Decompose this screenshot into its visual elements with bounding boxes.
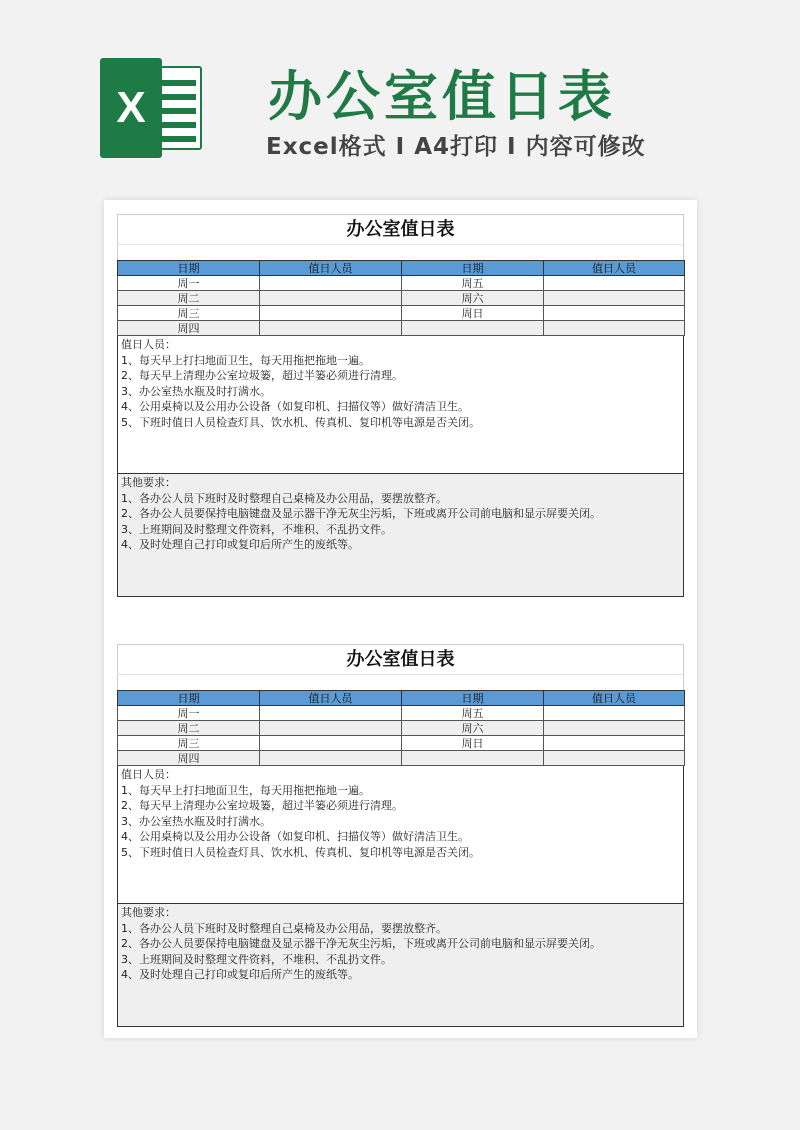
day-cell[interactable] <box>402 321 544 336</box>
note-item: 5、下班时值日人员检查灯具、饮水机、传真机、复印机等电源是否关闭。 <box>121 845 480 859</box>
header-date: 日期 <box>402 261 544 276</box>
note-item: 2、各办公人员要保持电脑键盘及显示器干净无灰尘污垢，下班或离开公司前电脑和显示屏要关闭。 <box>121 937 601 950</box>
other-requirements[interactable] <box>117 904 684 1027</box>
note-item: 1、每天早上打扫地面卫生，每天用拖把拖地一遍。 <box>121 353 370 367</box>
day-cell[interactable]: 周一 <box>118 276 260 291</box>
staff-cell[interactable] <box>544 291 685 306</box>
table-header-row <box>118 691 685 706</box>
other-requirements[interactable] <box>117 474 684 597</box>
note-item: 1、各办公人员下班时及时整理自己桌椅及办公用品，要摆放整齐。 <box>121 491 447 505</box>
staff-cell[interactable] <box>260 751 402 766</box>
table-row <box>118 291 685 306</box>
table-row <box>118 706 685 721</box>
staff-cell[interactable] <box>544 306 685 321</box>
note-item: 4、公用桌椅以及公用办公设备（如复印机、扫描仪等）做好清洁卫生。 <box>121 400 469 413</box>
table-row <box>118 321 685 336</box>
banner <box>0 0 800 190</box>
banner-subtitle: Excel格式 I A4打印 I 内容可修改 <box>266 134 646 160</box>
table-row <box>118 306 685 321</box>
table-row <box>118 276 685 291</box>
table-header-row <box>118 261 685 276</box>
staff-cell[interactable] <box>544 736 685 751</box>
note-item: 3、上班期间及时整理文件资料，不堆积、不乱扔文件。 <box>121 952 392 966</box>
day-cell[interactable]: 周一 <box>118 706 260 721</box>
staff-cell[interactable] <box>260 721 402 736</box>
excel-badge: X <box>100 58 162 158</box>
day-cell[interactable] <box>402 751 544 766</box>
note-item: 2、每天早上清理办公室垃圾篓，超过半篓必须进行清理。 <box>121 369 403 382</box>
header-staff: 值日人员 <box>544 691 685 706</box>
banner-title: 办公室值日表 <box>268 65 616 128</box>
duty-sheet-2 <box>117 644 684 1027</box>
staff-cell[interactable] <box>544 321 685 336</box>
duty-table <box>117 690 685 766</box>
header-date: 日期 <box>118 261 260 276</box>
table-row <box>118 751 685 766</box>
day-cell[interactable]: 周五 <box>402 276 544 291</box>
note-item: 2、各办公人员要保持电脑键盘及显示器干净无灰尘污垢，下班或离开公司前电脑和显示屏要关闭。 <box>121 507 601 520</box>
day-cell[interactable]: 周日 <box>402 306 544 321</box>
title-spacer <box>117 244 684 260</box>
duty-notes[interactable] <box>117 766 684 904</box>
note-item: 4、公用桌椅以及公用办公设备（如复印机、扫描仪等）做好清洁卫生。 <box>121 830 469 843</box>
document-paper <box>104 200 697 1038</box>
note-item: 2、每天早上清理办公室垃圾篓，超过半篓必须进行清理。 <box>121 799 403 812</box>
day-cell[interactable]: 周三 <box>118 736 260 751</box>
note-item: 5、下班时值日人员检查灯具、饮水机、传真机、复印机等电源是否关闭。 <box>121 415 480 429</box>
duty-sheet-1 <box>117 214 684 597</box>
staff-cell[interactable] <box>260 276 402 291</box>
header-date: 日期 <box>118 691 260 706</box>
header-staff: 值日人员 <box>260 261 402 276</box>
day-cell[interactable]: 周二 <box>118 721 260 736</box>
title-spacer <box>117 674 684 690</box>
duty-table <box>117 260 685 336</box>
sheet-title: 办公室值日表 <box>117 644 684 674</box>
header-date: 日期 <box>402 691 544 706</box>
staff-cell[interactable] <box>544 721 685 736</box>
note-item: 4、及时处理自己打印或复印后所产生的废纸等。 <box>121 968 359 981</box>
notes-heading: 其他要求： <box>121 476 176 489</box>
note-item: 1、每天早上打扫地面卫生，每天用拖把拖地一遍。 <box>121 783 370 797</box>
header-staff: 值日人员 <box>260 691 402 706</box>
notes-heading: 值日人员： <box>121 338 176 351</box>
staff-cell[interactable] <box>544 751 685 766</box>
table-row <box>118 736 685 751</box>
note-item: 1、各办公人员下班时及时整理自己桌椅及办公用品，要摆放整齐。 <box>121 921 447 935</box>
day-cell[interactable]: 周六 <box>402 721 544 736</box>
staff-cell[interactable] <box>260 306 402 321</box>
day-cell[interactable]: 周四 <box>118 321 260 336</box>
excel-logo-icon <box>100 58 204 158</box>
day-cell[interactable]: 周日 <box>402 736 544 751</box>
duty-notes[interactable] <box>117 336 684 474</box>
table-row <box>118 721 685 736</box>
staff-cell[interactable] <box>260 291 402 306</box>
note-item: 3、办公室热水瓶及时打满水。 <box>121 384 271 398</box>
day-cell[interactable]: 周三 <box>118 306 260 321</box>
day-cell[interactable]: 周五 <box>402 706 544 721</box>
day-cell[interactable]: 周四 <box>118 751 260 766</box>
note-item: 3、上班期间及时整理文件资料，不堆积、不乱扔文件。 <box>121 522 392 536</box>
note-item: 3、办公室热水瓶及时打满水。 <box>121 814 271 828</box>
staff-cell[interactable] <box>260 706 402 721</box>
day-cell[interactable]: 周二 <box>118 291 260 306</box>
note-item: 4、及时处理自己打印或复印后所产生的废纸等。 <box>121 538 359 551</box>
staff-cell[interactable] <box>544 276 685 291</box>
header-staff: 值日人员 <box>544 261 685 276</box>
day-cell[interactable]: 周六 <box>402 291 544 306</box>
staff-cell[interactable] <box>544 706 685 721</box>
sheet-title: 办公室值日表 <box>117 214 684 244</box>
staff-cell[interactable] <box>260 736 402 751</box>
notes-heading: 值日人员： <box>121 768 176 781</box>
staff-cell[interactable] <box>260 321 402 336</box>
notes-heading: 其他要求： <box>121 906 176 919</box>
